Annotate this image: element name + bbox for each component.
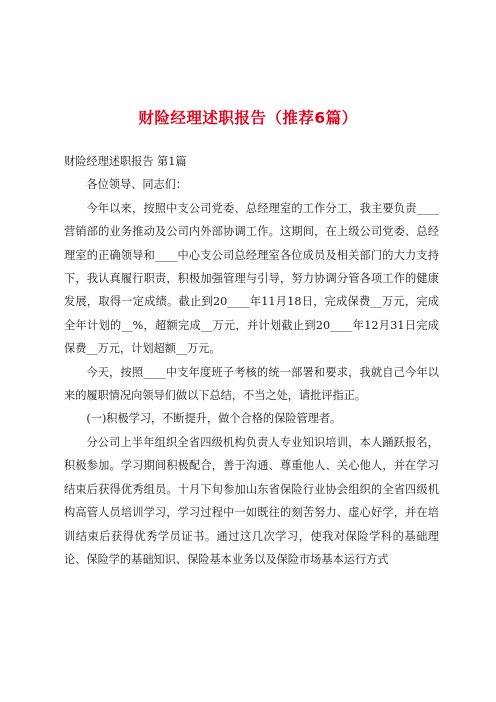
document-body [64,150,439,571]
section-heading: 财险经理述职报告 第1篇 [64,155,187,168]
paragraph: 今年以来，按照中支公司党委、总经理室的工作分工，我主要负责____营销部的业务推动及公司内外部协调工作。这期间，在上级公司党委、总经理室的正确领导和____中心支公司总经理室各位成员及相关部门的大力支持下，我认真履行职责，积极加强管理与引导，努力协调分管各项工作的健康发展，取得一定成绩。截止到20____年11月18日，完成保费__万元，完成全年计划的__%，超额完成__万元，并计划截止到20____年12月31日完成保费__万元，计划超额__万元。 [64,201,439,356]
document-title: 财险经理述职报告（推荐6篇） [138,109,358,127]
salutation: 各位领导、同志们： [86,178,188,192]
paragraph: 今天，按照____中支年度班子考核的统一部署和要求，我就自己今年以来的履职情况向领导们做以下总结，不当之处，请批评指正。 [64,365,439,403]
subsection-heading: (一)积极学习，不断提升，做个合格的保险管理者。 [86,412,342,426]
paragraph: 分公司上半年组织全省四级机构负责人专业知识培训，本人踊跃报名，积极参加。学习期间积极配合，善于沟通、尊重他人、关心他人，并在学习结束后获得优秀组员。十月下旬参加山东省保险行业协会组织的全省四级机构高管人员培训学习，学习过程中一如既往的刻苦努力、虚心好学，并在培训结束后获得优秀学员证书。通过这几次学习，使我对保险学科的基础理论、保险学的基础知识、保险基本业务以及保险市场基本运行方式 [64,435,439,566]
